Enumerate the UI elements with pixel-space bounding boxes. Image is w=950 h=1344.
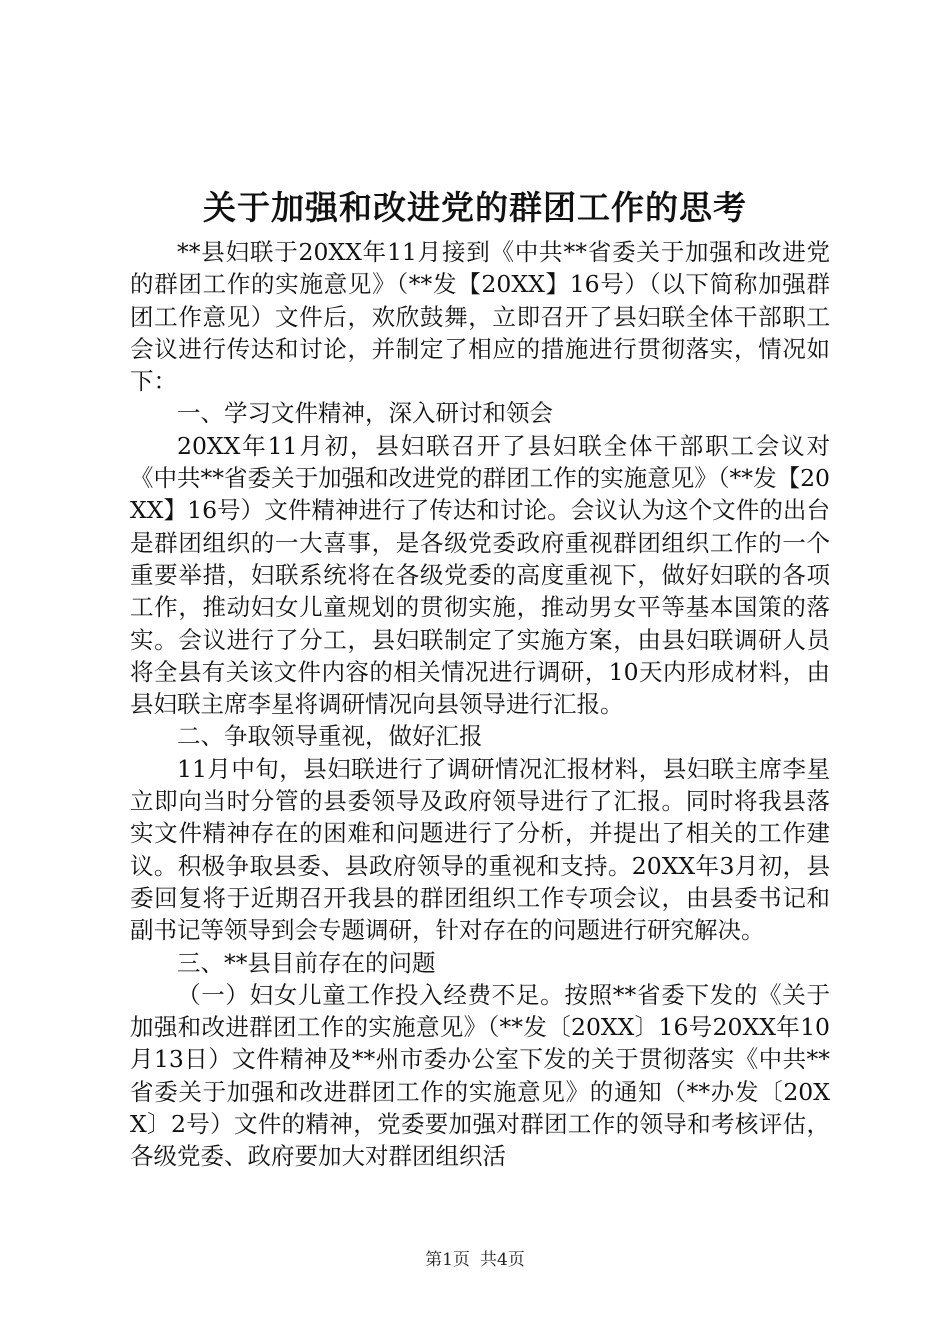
document-title: 关于加强和改进党的群团工作的思考 — [203, 188, 747, 227]
paragraph-section-1: 20XX年11月初，县妇联召开了县妇联全体干部职工会议对《中共**省委关于加强和改进党的群团工作的实施意见》（**发【20XX】16号）文件精神进行了传达和讨论。会议认为这个文件的出台是群团组织的一大喜事，是各级党委政府重视群团组织工作的一个重要举措，妇联系统将在各级党委的高度重视下，做好妇联的各项工作，推动妇女儿童规划的贯彻实施，推动男女平等基本国策的落实。会议进行了分工，县妇联制定了实施方案，由县妇联调研人员将全县有关该文件内容的相关情况进行调研，10天内形成材料，由县妇联主席李星将调研情况向县领导进行汇报。 — [130, 431, 830, 719]
paragraph-intro: **县妇联于20XX年11月接到《中共**省委关于加强和改进党的群团工作的实施意见》（**发【20XX】16号）（以下简称加强群团工作意见）文件后，欢欣鼓舞，立即召开了县妇联全体干部职工会议进行传达和讨论，并制定了相应的措施进行贯彻落实，情况如下： — [130, 238, 830, 396]
section-heading-3: 三、**县目前存在的问题 — [177, 948, 436, 977]
document-body — [130, 236, 830, 1173]
page-number: 第1页 — [425, 1250, 470, 1270]
paragraph-section-3-item-1: （一）妇女儿童工作投入经费不足。按照**省委下发的《关于加强和改进群团工作的实施意见》（**发〔20XX〕16号20XX年10月13日）文件精神及**州市委办公室下发的关于贯彻落实《中共**省委关于加强和改进群团工作的实施意见》的通知（**办发〔20XX〕2号）文件的精神，党委要加强对群团工作的领导和考核评估，各级党委、政府要加大对群团组织活 — [130, 980, 830, 1171]
page-footer — [0, 1248, 950, 1272]
section-heading-1: 一、学习文件精神，深入研讨和领会 — [177, 399, 553, 428]
paragraph-section-2: 11月中旬，县妇联进行了调研情况汇报材料，县妇联主席李星立即向当时分管的县委领导及政府领导进行了汇报。同时将我县落实文件精神存在的困难和问题进行了分析，并提出了相关的工作建议。积极争取县委、县政府领导的重视和支持。20XX年3月初，县委回复将于近期召开我县的群团组织工作专项会议，由县委书记和副书记等领导到会专题调研，针对存在的问题进行研究解决。 — [130, 754, 830, 945]
page-total: 共4页 — [480, 1250, 525, 1270]
section-heading-2: 二、争取领导重视，做好汇报 — [177, 722, 483, 751]
